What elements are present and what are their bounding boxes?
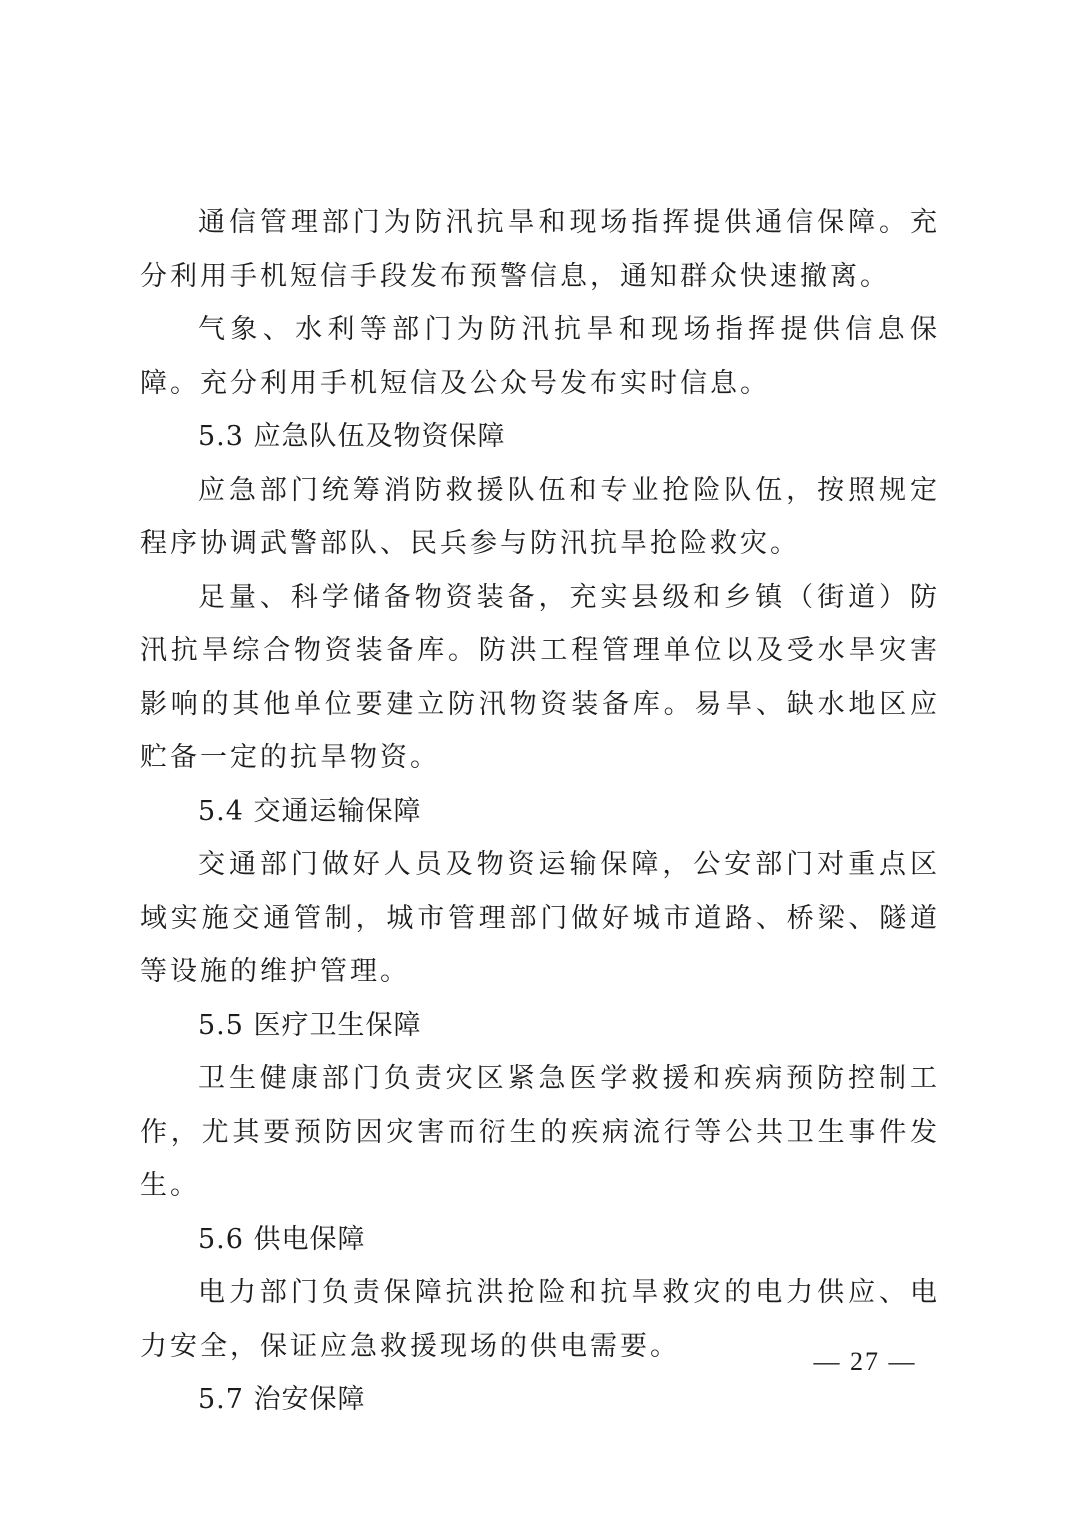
paragraph-medical: 卫生健康部门负责灾区紧急医学救援和疾病预防控制工作，尤其要预防因灾害而衍生的疾病流行等公共卫生事件发生。 [140,1063,940,1201]
paragraph-communications: 通信管理部门为防汛抗旱和现场指挥提供通信保障。充分利用手机短信手段发布预警信息，通知群众快速撤离。 [140,207,940,292]
paragraph-transport: 交通部门做好人员及物资运输保障，公安部门对重点区域实施交通管制，城市管理部门做好城市道路、桥梁、隧道等设施的维护管理。 [140,849,940,987]
section-heading-5-6: 5.6 供电保障 [198,1223,366,1255]
paragraph-information: 气象、水利等部门为防汛抗旱和现场指挥提供信息保障。充分利用手机短信及公众号发布实时信息。 [140,314,940,399]
paragraph-material-reserves: 足量、科学储备物资装备，充实县级和乡镇（街道）防汛抗旱综合物资装备库。防洪工程管理单位以及受水旱灾害影响的其他单位要建立防汛物资装备库。易旱、缺水地区应贮备一定的抗旱物资。 [140,581,940,773]
section-heading-5-3: 5.3 应急队伍及物资保障 [198,421,506,452]
paragraph-power-supply: 电力部门负责保障抗洪抢险和抗旱救灾的电力供应、电力安全，保证应急救援现场的供电需要。 [140,1277,940,1362]
paragraph-emergency-teams: 应急部门统筹消防救援队伍和专业抢险队伍，按照规定程序协调武警部队、民兵参与防汛抗旱抢险救灾。 [140,474,940,559]
section-heading-5-4: 5.4 交通运输保障 [198,795,422,827]
section-heading-5-5: 5.5 医疗卫生保障 [198,1009,422,1041]
document-body [140,196,940,1427]
page-number: — 27 — [813,1347,917,1376]
section-heading-5-7: 5.7 治安保障 [198,1384,366,1415]
